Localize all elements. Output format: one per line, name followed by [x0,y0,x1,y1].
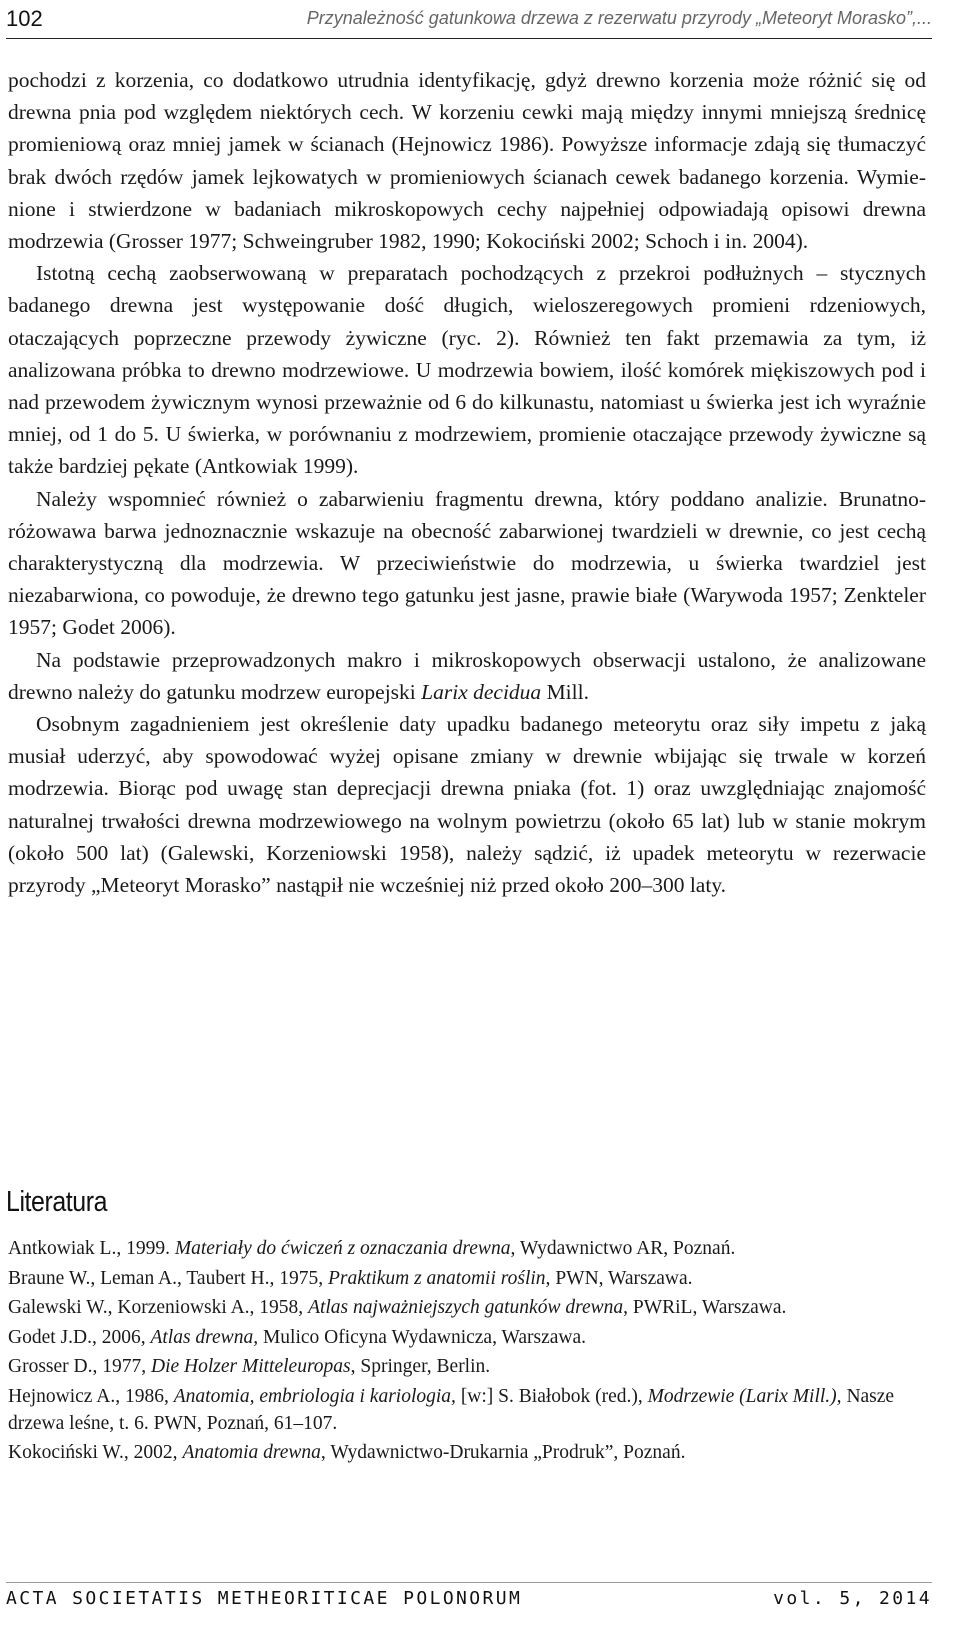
ref-authors: Kokociński W., 2002, [8,1442,183,1464]
reference-item [8,1295,926,1322]
ref-title: Atlas drewna, [150,1326,259,1348]
paragraph: pochodzi z korzenia, co dodatkowo utrudnia identyfikację, gdyż drewno korzenia może różnić się od drewna pnia pod względem niektórych cech. W korzeniu cewki mają między innymi mniejszą średnicę promieniową oraz mniej jamek w ścianach (Hejnowicz 1986). Powyższe informacje zdają się tłumaczyć brak dwóch rzędów jamek lejkowatych w promieniowych ścianach cewek badanego korzenia. Wymienione i stwierdzone w badaniach mikroskopowych cechy najpełniej odpowiadają opisowi drewna modrzewia (Grosser 1977; Schweingruber 1982, 1990; Kokociński 2002; Schoch i in. 2004). [8,68,926,254]
paragraph-text: Na podstawie przeprowadzonych makro i mikroskopowych obserwacji ustalono, że analizowane drewno należy do gatunku modrzew europejski [8,647,926,704]
ref-publisher: Mulico Oficyna Wydawnicza, Warszawa. [258,1326,586,1348]
ref-authors: Hejnowicz A., 1986, [8,1385,174,1407]
ref-title: Materiały do ćwiczeń z oznaczania drewna [174,1238,511,1259]
reference-item [8,1354,926,1381]
header-rule [6,38,932,39]
species-name: Larix decidua [421,679,542,704]
paragraph: Należy wspomnieć również o zabarwieniu fragmentu drewna, który poddano analizie. Brunatno-różowawa barwa jednoznacznie wskazuje na obecność zabarwionej twardzieli w drewnie, co jest cechą charakterystyczną dla modrzewia. W przeciwieństwie do modrzewia, u świerka twardziel jest niezabarwiona, co powoduje, że drewno tego gatunku jest jasne, prawie białe (Warywoda 1957; Zenkteler 1957; Godet 2006). [8,486,926,640]
ref-authors: Godet J.D., 2006, [8,1326,151,1348]
paragraph [8,644,926,708]
volume-info: vol. 5, 2014 [773,1588,932,1609]
ref-publisher: , Wydawnictwo AR, Poznań. [510,1238,736,1259]
ref-title: Atlas najważniejszych gatunków drewna [308,1297,624,1319]
ref-publisher: , Wydawnictwo-Drukarnia „Prodruk”, Poznań. [320,1442,686,1464]
ref-series-title: Modrzewie (Larix Mill.), [647,1385,842,1407]
ref-title: Anatomia drewna [182,1442,321,1464]
ref-publisher: [w:] S. Białobok (red.), [455,1385,648,1407]
paragraph-text: Mill. [541,679,589,704]
paragraph: Osobnym zagadnieniem jest określenie daty upadku badanego meteorytu oraz siły impetu z jaką musiał uderzyć, aby spowodować wyżej opisane zmiany w drewnie wbijając się trwale w korzeń modrzewia. Biorąc pod uwagę stan deprecjacji drewna pniaka (fot. 1) oraz uwzględniając znajomość naturalnej trwałości drewna modrzewiowego na wolnym powietrzu (około 65 lat) lub w stanie mokrym (około 500 lat) (Galewski, Korzeniowski 1958), należy sądzić, iż upadek meteorytu w rezerwacie przyrody „Meteoryt Morasko” nastąpił nie wcześniej niż przed około 200–300 laty. [8,712,926,898]
ref-title: Die Holzer Mitteleuropas [150,1356,351,1378]
ref-publisher: , PWRiL, Warszawa. [623,1297,787,1319]
reference-item [8,1325,926,1352]
footer-rule [6,1582,932,1583]
ref-details: Nasze drzewa leśne, t. 6. PWN, Poznań, 61–107. [8,1385,895,1434]
running-title: Przynależność gatunkowa drzewa z rezerwatu przyrody „Meteoryt Morasko”,... [306,8,932,28]
ref-publisher: PWN, Warszawa. [550,1267,693,1289]
ref-authors: Grosser D., 1977, [8,1356,151,1378]
article-body [8,64,926,901]
ref-authors: Antkowiak L., 1999. [8,1238,175,1259]
page-header [0,0,960,40]
ref-title: Praktikum z anatomii roślin, [327,1267,551,1289]
reference-item [8,1440,926,1467]
page-number: 102 [6,6,43,31]
reference-item [8,1384,926,1437]
ref-authors: Braune W., Leman A., Taubert H., 1975, [8,1267,328,1289]
ref-title: Anatomia, embriologia i kariologia, [173,1385,456,1407]
journal-name: ACTA SOCIETATIS METHEORITICAE POLONORUM [6,1588,523,1609]
paragraph: Istotną cechą zaobserwowaną w preparatach pochodzących z przekroi podłużnych – stycznych badanego drewna jest występowanie dość długich, wieloszeregowych promieni rdzeniowych, otaczających poprzeczne przewody żywiczne (ryc. 2). Również ten fakt przemawia za tym, iż analizowana próbka to drewno modrzewiowe. U modrzewia bowiem, ilość komórek miękiszowych pod i nad przewodem żywicznym wynosi przeważnie od 6 do kilkunastu, natomiast u świerka jest ich wyraźnie mniej, od 1 do 5. U świerka, w porównaniu z modrzewiem, promienie otaczające przewody żywiczne są także bardziej pękate (Antkowiak 1999). [8,261,926,479]
ref-publisher: , Springer, Berlin. [350,1356,491,1378]
reference-item [8,1266,926,1293]
literature-heading: Literatura [6,1186,108,1218]
ref-authors: Galewski W., Korzeniowski A., 1958, [8,1297,309,1319]
reference-list [8,1236,926,1470]
reference-item [8,1236,926,1263]
